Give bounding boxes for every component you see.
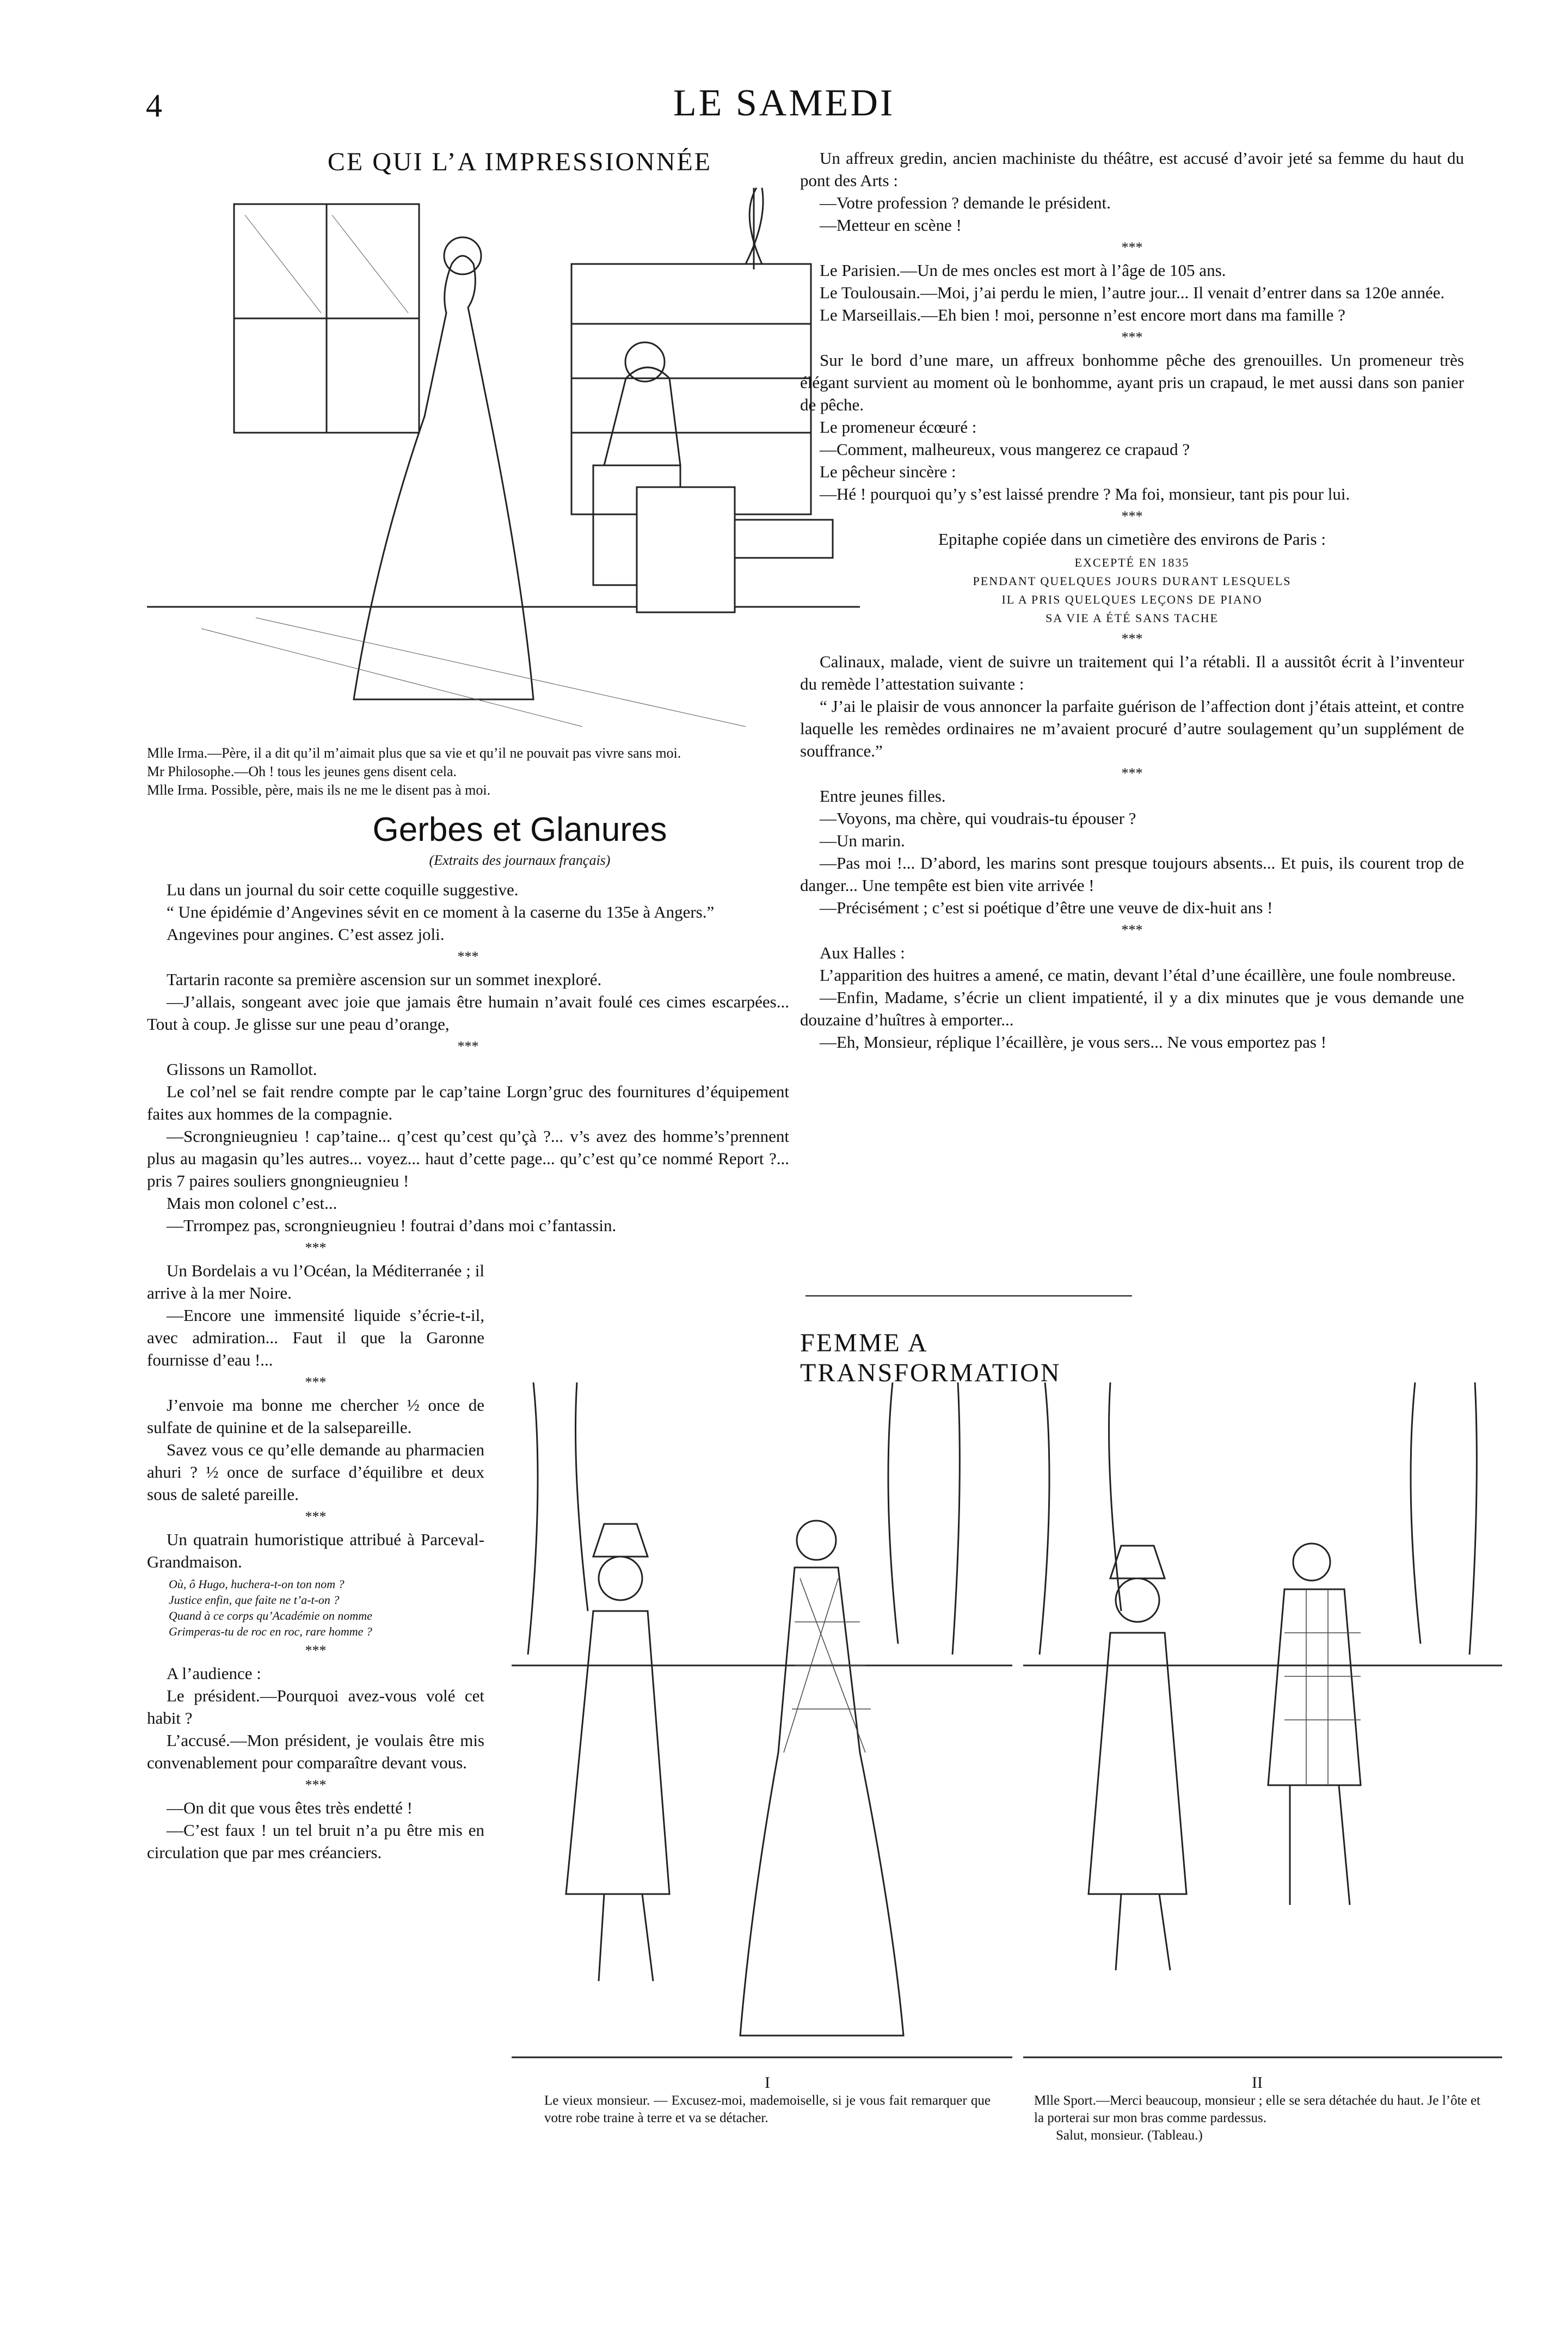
paragraph: L’apparition des huitres a amené, ce matin, devant l’étal d’une écaillère, une foule nombreuse.: [820, 966, 1456, 985]
paragraph: Aux Halles :: [820, 943, 905, 962]
paragraph: —Un marin.: [820, 831, 905, 850]
epitaph-line: PENDANT QUELQUES JOURS DURANT LESQUELS: [973, 574, 1292, 588]
paragraph: —Encore une immensité liquide s’écrie-t-il, avec admiration... Faut il que la Garonne fournisse d’eau !...: [147, 1306, 484, 1369]
section-stars: ***: [305, 1777, 327, 1793]
section-stars: ***: [305, 1509, 327, 1524]
paragraph: Tartarin raconte sa première ascension sur un sommet inexploré.: [167, 970, 602, 989]
gerbes-narrow-text: [147, 1240, 484, 1864]
paragraph: Entre jeunes filles.: [820, 786, 946, 806]
paragraph: —Pas moi !... D’abord, les marins sont presque toujours absents... Et puis, ils courent trop de danger... Une tempête est bien vite arrivée !: [800, 853, 1464, 895]
paragraph: L’accusé.—Mon président, je voulais être mis convenablement pour comparaître devant vous.: [147, 1731, 484, 1772]
paragraph: Un quatrain humoristique attribué à Parceval-Grandmaison.: [147, 1530, 484, 1571]
paragraph: —J’allais, songeant avec joie que jamais être humain n’avait foulé ces cimes escarpées... Tout à coup. Je glisse sur une peau d’orange,: [147, 992, 789, 1034]
paragraph: Angevines pour angines. C’est assez joli.: [167, 925, 445, 944]
caption-line: Mlle Irma. Possible, père, mais ils ne me le disent pas à moi.: [147, 782, 491, 798]
epitaph: [800, 554, 1464, 628]
panel-one-caption: [544, 2074, 991, 2127]
femme-title: FEMME A TRANSFORMATION: [800, 1329, 1061, 1387]
right-column: [800, 147, 1464, 1053]
panel-caption-text: Mlle Sport.—Merci beaucoup, monsieur ; elle se sera détachée du haut. Je l’ôte et la porterai sur mon bras comme pardessus.: [1034, 2093, 1480, 2125]
section-stars: ***: [1121, 329, 1143, 345]
quatrain-line: Où, ô Hugo, huchera-t-on ton nom ?: [169, 1577, 345, 1591]
gerbes-wide-text: [147, 878, 789, 1237]
paragraph: —C’est faux ! un tel bruit n’a pu être mis en circulation que par mes créanciers.: [147, 1821, 484, 1862]
quatrain-line: Grimperas-tu de roc en roc, rare homme ?: [169, 1625, 372, 1638]
paragraph: Epitaphe copiée dans un cimetière des environs de Paris :: [938, 530, 1326, 549]
caption-line: Mlle Irma.—Père, il a dit qu’il m’aimait plus que sa vie et qu’il ne pouvait pas vivre sans moi.: [147, 745, 681, 761]
section-stars: ***: [1121, 765, 1143, 781]
epitaph-line: SA VIE A ÉTÉ SANS TACHE: [1046, 611, 1219, 625]
section-stars: ***: [457, 1038, 479, 1054]
page-number: 4: [146, 88, 162, 124]
paragraph: —Metteur en scène !: [820, 216, 962, 235]
paragraph: —Comment, malheureux, vous mangerez ce crapaud ?: [820, 440, 1190, 459]
gerbes-subtitle: (Extraits des journaux français): [429, 852, 611, 868]
masthead: LE SAMEDI: [673, 82, 895, 124]
section-stars: ***: [305, 1643, 327, 1658]
paragraph: —On dit que vous êtes très endetté !: [167, 1798, 413, 1817]
caption-line: Mr Philosophe.—Oh ! tous les jeunes gens disent cela.: [147, 764, 457, 779]
paragraph: “ J’ai le plaisir de vous annoncer la parfaite guérison de l’affection dont j’étais atteint, et contre laquelle les remèdes ordinaires ne m’avaient procuré d’autre soulagement qu’un supplément de souffrance.”: [800, 697, 1464, 760]
paragraph: —Hé ! pourquoi qu’y s’est laissé prendre ? Ma foi, monsieur, tant pis pour lui.: [820, 484, 1350, 503]
paragraph: Mais mon colonel c’est...: [167, 1194, 337, 1213]
panel-caption-text: Le vieux monsieur. — Excusez-moi, mademoiselle, si je vous fait remarquer que votre robe traine à terre et va se détacher.: [544, 2093, 991, 2125]
paragraph: Le président.—Pourquoi avez-vous volé cet habit ?: [147, 1686, 484, 1727]
paragraph: Savez vous ce qu’elle demande au pharmacien ahuri ? ½ once de surface d’équilibre et deux sous de saleté pareille.: [147, 1440, 484, 1504]
epitaph-line: IL A PRIS QUELQUES LEÇONS DE PIANO: [1001, 593, 1263, 606]
paragraph: Glissons un Ramollot.: [167, 1060, 317, 1079]
paragraph: Calinaux, malade, vient de suivre un traitement qui l’a rétabli. Il a aussitôt écrit à l’inventeur du remède l’attestation suivante :: [800, 652, 1464, 693]
section-stars: ***: [1121, 631, 1143, 647]
paragraph: —Précisément ; c’est si poétique d’être une veuve de dix-huit ans !: [820, 898, 1273, 917]
paragraph: Un Bordelais a vu l’Océan, la Méditerranée ; il arrive à la mer Noire.: [147, 1261, 484, 1302]
section-stars: ***: [1121, 922, 1143, 938]
paragraph: J’envoie ma bonne me chercher ½ once de sulfate de quinine et de la salsepareille.: [147, 1395, 484, 1437]
panel-two-caption: [1034, 2074, 1480, 2144]
section-stars: ***: [457, 949, 479, 964]
paragraph: Le pêcheur sincère :: [820, 462, 956, 481]
section-stars: ***: [1121, 508, 1143, 524]
section-stars: ***: [1121, 239, 1143, 255]
paragraph: Le promeneur écœuré :: [820, 417, 977, 437]
panel-numeral: I: [765, 2074, 770, 2092]
paragraph: Le Marseillais.—Eh bien ! moi, personne n’est encore mort dans ma famille ?: [820, 305, 1345, 324]
paragraph: —Enfin, Madame, s’écrie un client impatienté, il y a dix minutes que je vous demande une douzaine d’huîtres à emporter...: [800, 988, 1464, 1029]
paragraph: Sur le bord d’une mare, un affreux bonhomme pêche des grenouilles. Un promeneur très élégant survient au moment où le bonhomme, ayant pris un crapaud, le met aussi dans son panier de pêche.: [800, 351, 1464, 414]
paragraph: —Votre profession ? demande le président.: [820, 193, 1111, 212]
paragraph: “ Une épidémie d’Angevines sévit en ce moment à la caserne du 135e à Angers.”: [167, 902, 715, 921]
paragraph: —Scrongnieugnieu ! cap’taine... q’cest qu’cest qu’çà ?... v’s avez des homme’s’prennent plus au magasin qu’les autres... voyez... haut d’cette page... qu’c’est qu’ce nommé Report ?... pris 7 paires souliers gnongnieugnieu !: [147, 1127, 789, 1190]
section-stars: ***: [305, 1374, 327, 1390]
paragraph: Le Parisien.—Un de mes oncles est mort à l’âge de 105 ans.: [820, 261, 1226, 280]
section-stars: ***: [305, 1240, 327, 1256]
paragraph: Le Toulousain.—Moi, j’ai perdu le mien, l’autre jour... Il venait d’entrer dans sa 120e année.: [820, 283, 1445, 302]
gerbes-title: Gerbes et Glanures: [372, 811, 667, 849]
quatrain-line: Justice enfin, que faite ne t’a-t-on ?: [169, 1593, 340, 1607]
paragraph: —Trrompez pas, scrongnieugnieu ! foutrai d’dans moi c’fantassin.: [167, 1216, 617, 1235]
epitaph-line: EXCEPTÉ EN 1835: [1074, 556, 1190, 569]
paragraph: —Voyons, ma chère, qui voudrais-tu épouser ?: [820, 809, 1136, 828]
panel-caption-end: Salut, monsieur. (Tableau.): [1056, 2128, 1203, 2143]
quatrain: [169, 1576, 484, 1639]
parlor-illustration: [147, 182, 860, 737]
section-rule: [805, 1295, 1132, 1296]
paragraph: A l’audience :: [167, 1664, 261, 1683]
quatrain-line: Quand à ce corps qu’Académie on nomme: [169, 1609, 372, 1622]
paragraph: Lu dans un journal du soir cette coquille suggestive.: [167, 880, 519, 899]
illustration-title: CE QUI L’A IMPRESSIONNÉE: [327, 147, 712, 176]
paragraph: —Eh, Monsieur, réplique l’écaillère, je vous sers... Ne vous emportez pas !: [820, 1032, 1327, 1052]
panel-numeral: II: [1252, 2074, 1263, 2092]
illustration-caption: [147, 744, 893, 800]
paragraph: Le col’nel se fait rendre compte par le cap’taine Lorgn’gruc des fournitures d’équipement faites aux hommes de la compagnie.: [147, 1082, 789, 1123]
panel-one-illustration: [512, 1382, 1012, 2063]
panel-two-illustration: [1023, 1382, 1502, 2063]
paragraph: Un affreux gredin, ancien machiniste du théâtre, est accusé d’avoir jeté sa femme du haut du pont des Arts :: [800, 149, 1464, 190]
